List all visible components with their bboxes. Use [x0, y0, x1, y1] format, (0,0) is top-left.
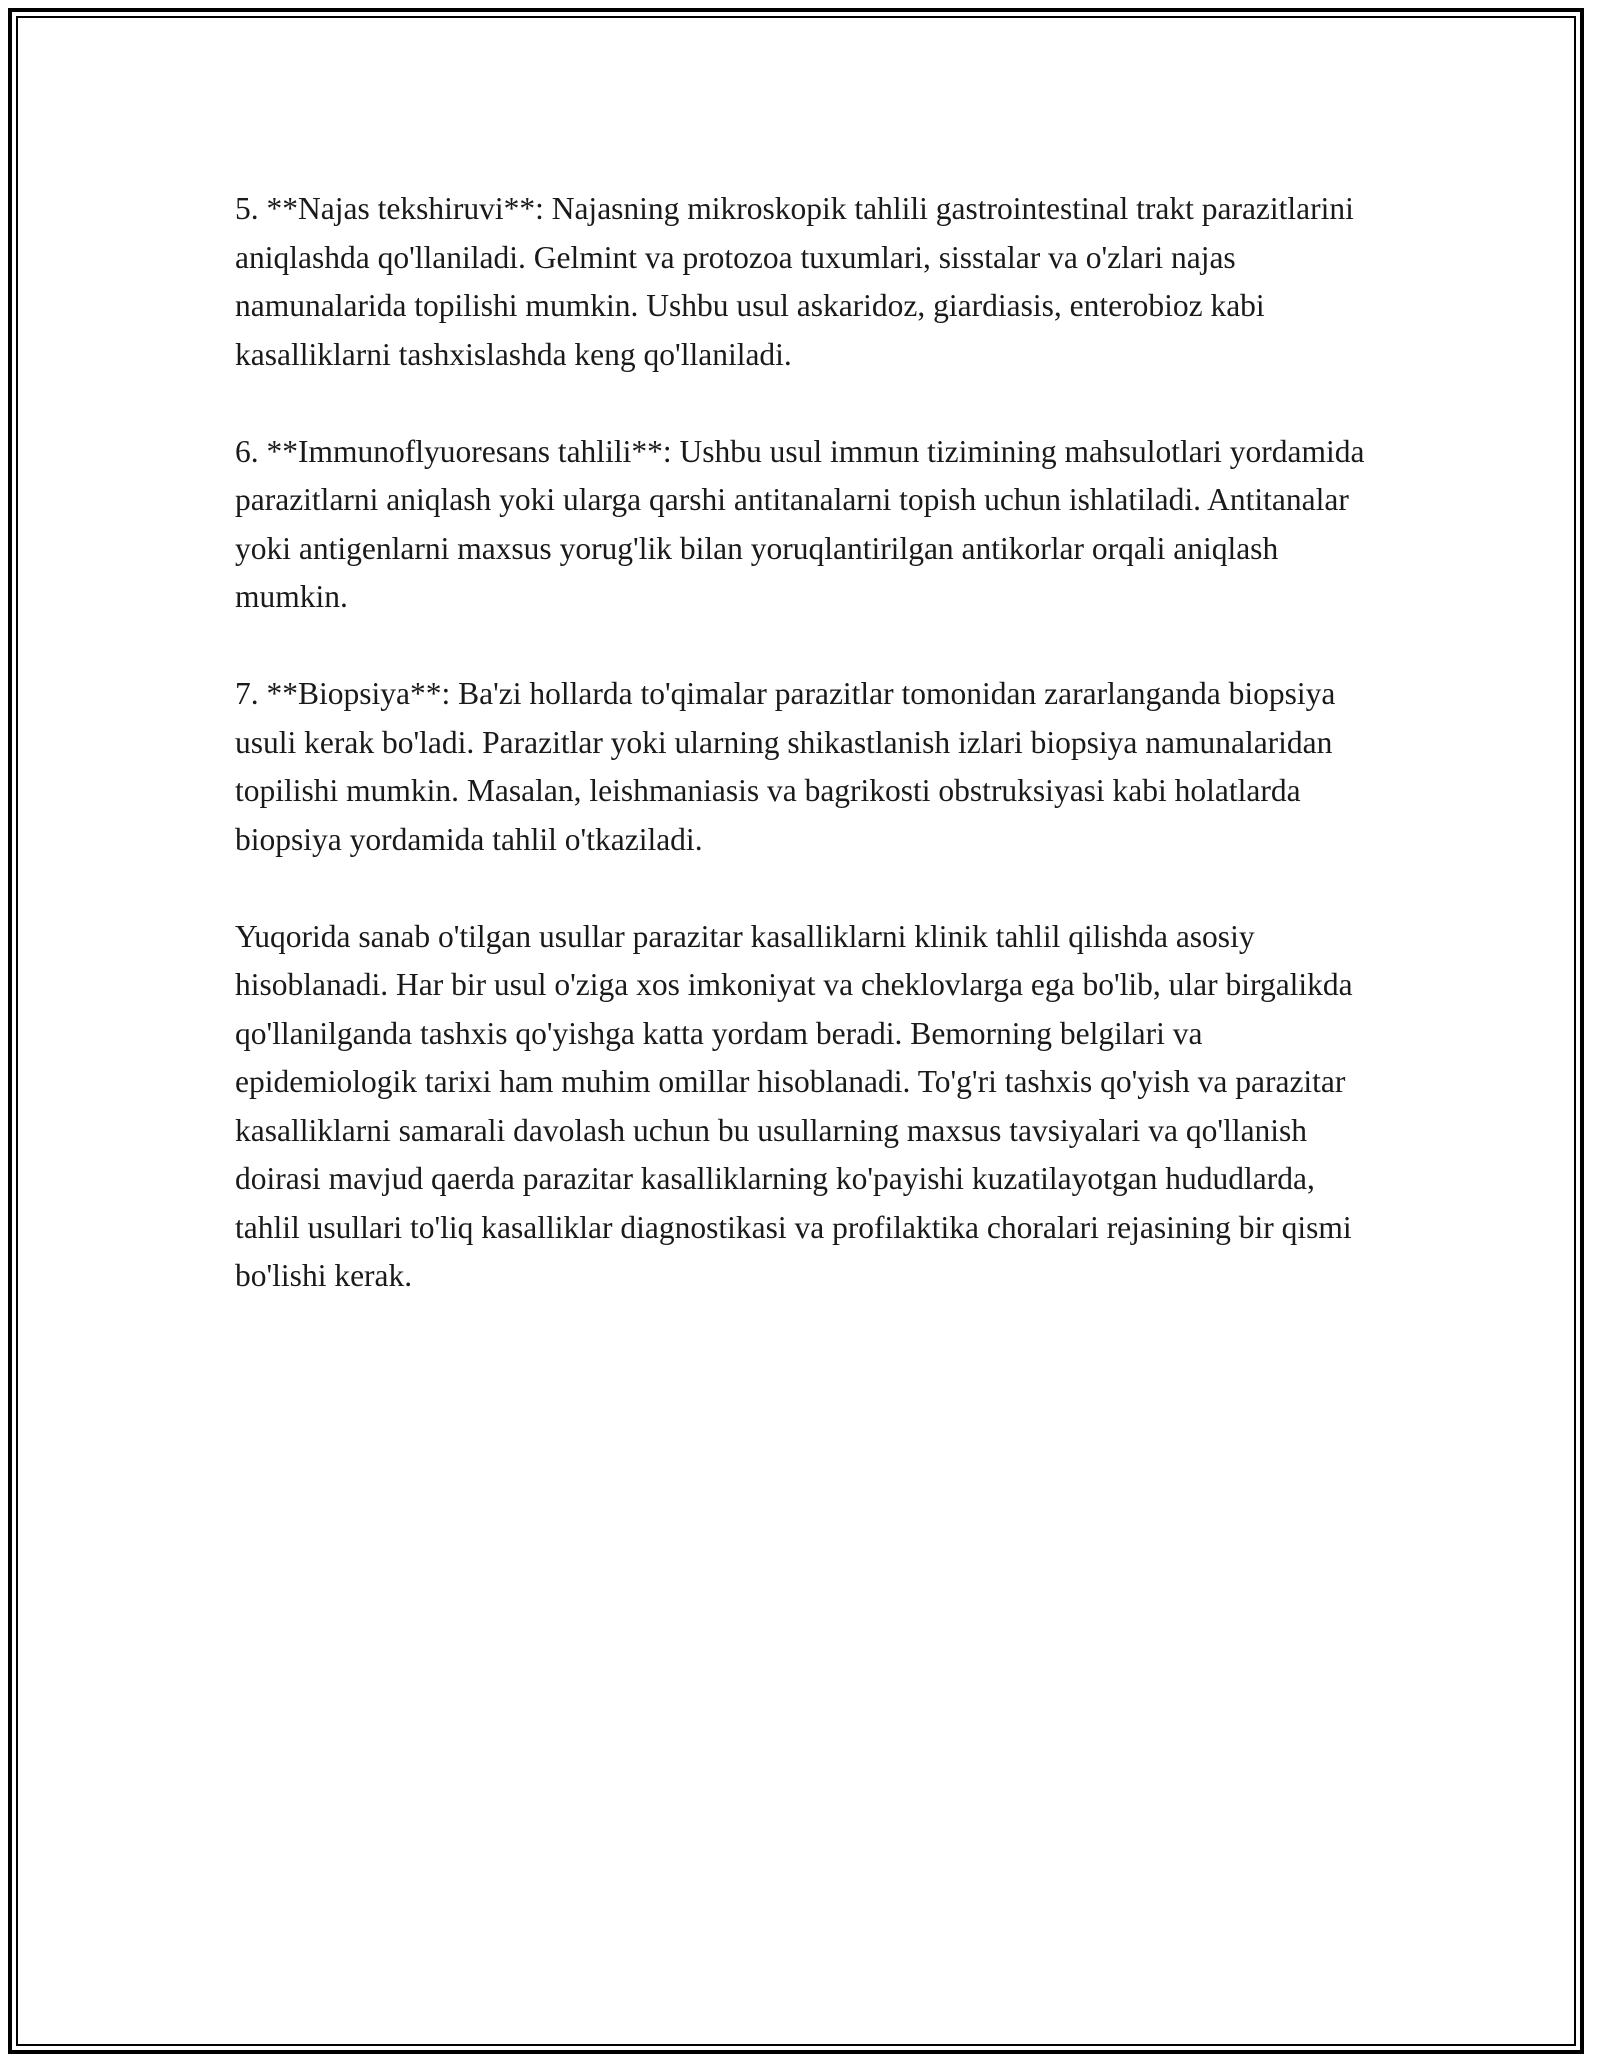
paragraph-najas-tekshiruvi: 5. **Najas tekshiruvi**: Najasning mikroskopik tahlili gastrointestinal trakt parazitlarini aniqlashda qo'llaniladi. Gelmint va protozoa tuxumlari, sisstalar va o'zlari najas namunalarida topilishi mumkin. Ushbu usul askaridoz, giardiasis, enterobioz kabi kasalliklarni tashxislashda keng qo'llaniladi.: [235, 191, 1354, 372]
paragraph-immunoflyuoresans: 6. **Immunoflyuoresans tahlili**: Ushbu usul immun tizimining mahsulotlari yordamida parazitlarni aniqlash yoki ularga qarshi antitanalarni topish uchun ishlatiladi. Antitanalar yoki antigenlarni maxsus yorug'lik bilan yoruqlantirilgan antikorlar orqali aniqlash mumkin.: [235, 433, 1365, 614]
paragraph-conclusion: Yuqorida sanab o'tilgan usullar parazitar kasalliklarni klinik tahlil qilishda asosiy hisoblanadi. Har bir usul o'ziga xos imkoniyat va cheklovlarga ega bo'lib, ular birgalikda qo'llanilganda tashxis qo'yishga katta yordam beradi. Bemorning belgilari va epidemiologik tarixi ham muhim omillar hisoblanadi. To'g'ri tashxis qo'yish va parazitar kasalliklarni samarali davolash uchun bu usullarning maxsus tavsiyalari va qo'llanish doirasi mavjud qaerda parazitar kasalliklarning ko'payishi kuzatilayotgan hududlarda, tahlil usullari to'liq kasalliklar diagnostikasi va profilaktika choralari rejasining bir qismi bo'lishi kerak.: [235, 918, 1353, 1293]
document-body: [235, 185, 1375, 1349]
paragraph-biopsiya: 7. **Biopsiya**: Ba'zi hollarda to'qimalar parazitlar tomonidan zararlanganda biopsiya usuli kerak bo'ladi. Parazitlar yoki ularning shikastlanish izlari biopsiya namunalaridan topilishi mumkin. Masalan, leishmaniasis va bagrikosti obstruksiyasi kabi holatlarda biopsiya yordamida tahlil o'tkaziladi.: [235, 676, 1336, 857]
